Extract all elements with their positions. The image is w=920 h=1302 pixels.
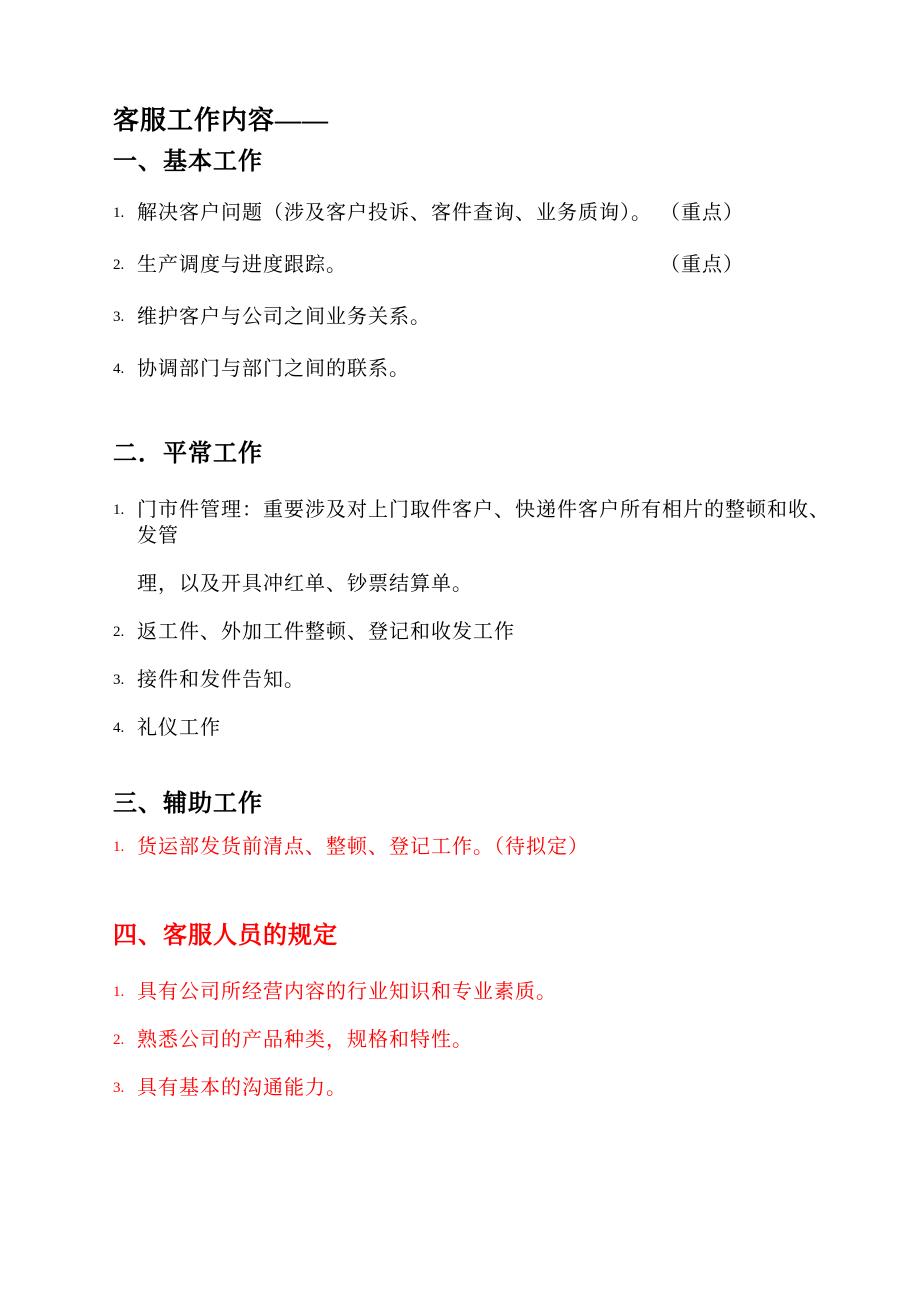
emphasis-marker: （重点）	[660, 254, 744, 276]
list-item	[113, 356, 840, 382]
list-item	[113, 252, 840, 278]
list-item-number: 2.	[113, 624, 125, 640]
section-1-heading: 一、基本工作	[113, 149, 263, 175]
section-3-list	[113, 834, 840, 860]
list-item-number: 3.	[113, 672, 125, 688]
list-item-text: 维护客户与公司之间业务关系。	[137, 306, 431, 328]
emphasis-marker: （重点）	[660, 202, 744, 224]
list-item-text: 返工件、外加工件整顿、登记和收发工作	[137, 621, 515, 643]
list-item-text-line: 门市件管理：重要涉及对上门取件客户、快递件客户所有相片的整顿和收、发管	[137, 499, 830, 547]
list-item-number: 1.	[113, 502, 125, 518]
list-item-number: 2.	[113, 1032, 125, 1048]
list-item	[113, 1075, 840, 1101]
list-item	[113, 715, 840, 741]
section-1-list	[113, 200, 840, 382]
list-item-text: 具有公司所经营内容的行业知识和专业素质。	[137, 981, 557, 1003]
list-item-text: 生产调度与进度跟踪。	[137, 254, 347, 276]
list-item	[113, 619, 840, 645]
list-item-number: 2.	[113, 257, 125, 273]
section-4-list	[113, 979, 840, 1101]
list-item-number: 1.	[113, 984, 125, 1000]
list-item-number: 4.	[113, 361, 125, 377]
list-item	[113, 304, 840, 330]
list-item	[113, 200, 840, 226]
list-item-text: 货运部发货前清点、整顿、登记工作。（待拟定）	[137, 836, 589, 858]
list-item-text-line: 理，以及开具冲红单、钞票结算单。	[137, 573, 473, 595]
section-3-heading: 三、辅助工作	[113, 791, 263, 817]
section-2-heading: 二．平常工作	[113, 441, 263, 467]
list-item-text	[137, 497, 840, 597]
list-item-number: 3.	[113, 309, 125, 325]
list-item	[113, 1027, 840, 1053]
list-item-number: 3.	[113, 1080, 125, 1096]
list-item-text: 具有基本的沟通能力。	[137, 1077, 347, 1099]
list-item-text: 礼仪工作	[137, 717, 221, 739]
section-4-heading: 四、客服人员的规定	[113, 923, 338, 949]
list-item-text: 接件和发件告知。	[137, 669, 305, 691]
list-item-text: 熟悉公司的产品种类，规格和特性。	[137, 1029, 473, 1051]
document-title: 客服工作内容——	[113, 106, 330, 135]
list-item-text: 协调部门与部门之间的联系。	[137, 358, 410, 380]
list-item-text: 解决客户问题（涉及客户投诉、客件查询、业务质询）。	[137, 202, 652, 224]
list-item-number: 1.	[113, 205, 125, 221]
list-item	[113, 979, 840, 1005]
list-item	[113, 834, 840, 860]
list-item-number: 4.	[113, 720, 125, 736]
list-item-number: 1.	[113, 839, 125, 855]
list-item	[113, 667, 840, 693]
section-2-list	[113, 497, 840, 741]
list-item	[113, 497, 840, 597]
